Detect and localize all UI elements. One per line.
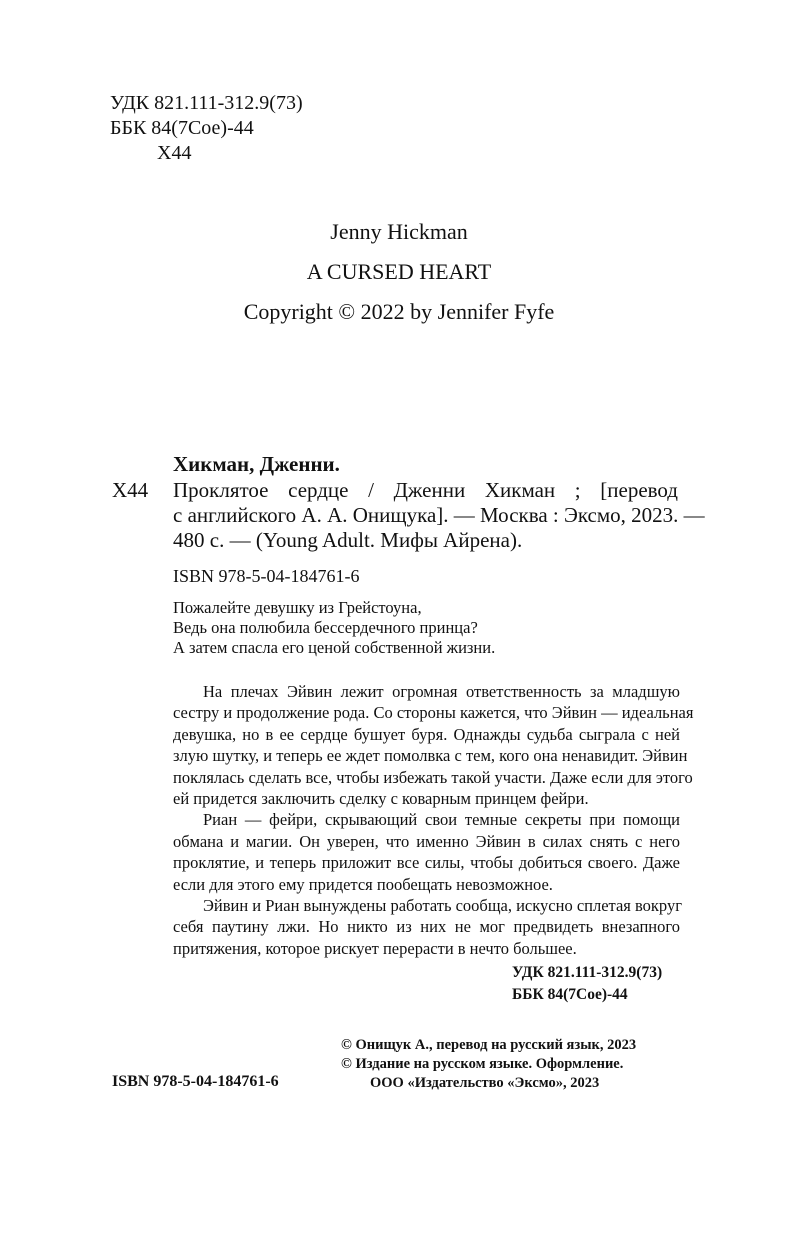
- original-author: Jenny Hickman: [330, 219, 468, 244]
- catalog-description-line: 480 с. — (Young Adult. Мифы Айрена).: [173, 528, 523, 552]
- udk-code: УДК 821.111-312.9(73): [110, 92, 303, 114]
- annotation-line: проклятие, и теперь приложит все силы, чтобы добиться своего. Даже: [173, 853, 680, 873]
- annotation-line: притяжения, которое рискует перерасти в нечто большее.: [173, 938, 577, 958]
- bottom-isbn: ISBN 978-5-04-184761-6: [112, 1073, 279, 1090]
- annotation-line: поклялась сделать все, чтобы избежать такой участи. Даже если для этого: [173, 767, 693, 787]
- annotation-line: сестру и продолжение рода. Со стороны кажется, что Эйвин — идеальная: [173, 703, 694, 723]
- bbk-code: ББК 84(7Сое)-44: [110, 117, 254, 139]
- bottom-classification: [512, 962, 662, 1006]
- catalog-code: Х44: [112, 478, 149, 502]
- annotation-line: Риан — фейри, скрывающий свои темные секреты при помощи: [203, 810, 680, 830]
- annotation-line: себя паутину лжи. Но никто из них не мог предвидеть внезапного: [173, 917, 680, 937]
- copyright-block: [341, 1036, 636, 1093]
- annotation-line: Эйвин и Риан вынуждены работать сообща, искусно сплетая вокруг: [203, 896, 682, 916]
- poem-line: Пожалейте девушку из Грейстоуна,: [173, 598, 422, 617]
- catalog-author-heading: Хикман, Дженни.: [173, 452, 340, 476]
- original-title: A CURSED HEART: [306, 259, 492, 284]
- catalog-description-line: Проклятое сердце / Дженни Хикман ; [перевод: [173, 478, 678, 502]
- bottom-udk: УДК 821.111-312.9(73): [512, 964, 663, 981]
- epigraph-poem: [173, 598, 495, 658]
- classification-block: [110, 91, 303, 166]
- bottom-bbk: ББК 84(7Сое)-44: [512, 986, 628, 1003]
- poem-line: Ведь она полюбила бессердечного принца?: [173, 618, 478, 637]
- original-copyright: Copyright © 2022 by Jennifer Fyfe: [243, 299, 555, 324]
- copyright-line: © Издание на русском языке. Оформление.: [341, 1056, 624, 1072]
- annotation-line: ей придется заключить сделку с коварным принцем фейри.: [173, 789, 589, 809]
- copyright-line: © Онищук А., перевод на русский язык, 2023: [341, 1037, 637, 1053]
- annotation-line: злую шутку, и теперь ее ждет помолвка с тем, кого она ненавидит. Эйвин: [173, 746, 688, 766]
- annotation: [173, 681, 694, 959]
- annotation-line: обмана и магии. Он уверен, что именно Эйвин в силах снять с него: [173, 831, 680, 851]
- catalog-description: [173, 478, 705, 553]
- catalog-description-line: с английского А. А. Онищука]. — Москва : Эксмо, 2023. —: [173, 503, 705, 527]
- author-mark: Х44: [157, 142, 192, 164]
- annotation-line: На плечах Эйвин лежит огромная ответственность за младшую: [203, 682, 680, 701]
- annotation-line: девушка, но в ее сердце бушует буря. Однажды судьба сыграла с ней: [173, 724, 680, 744]
- poem-line: А затем спасла его ценой собственной жизни.: [173, 638, 496, 657]
- copyright-line: ООО «Издательство «Эксмо», 2023: [370, 1075, 600, 1091]
- annotation-line: если для этого ему придется пообещать невозможное.: [173, 874, 553, 894]
- catalog-isbn: ISBN 978-5-04-184761-6: [173, 566, 360, 586]
